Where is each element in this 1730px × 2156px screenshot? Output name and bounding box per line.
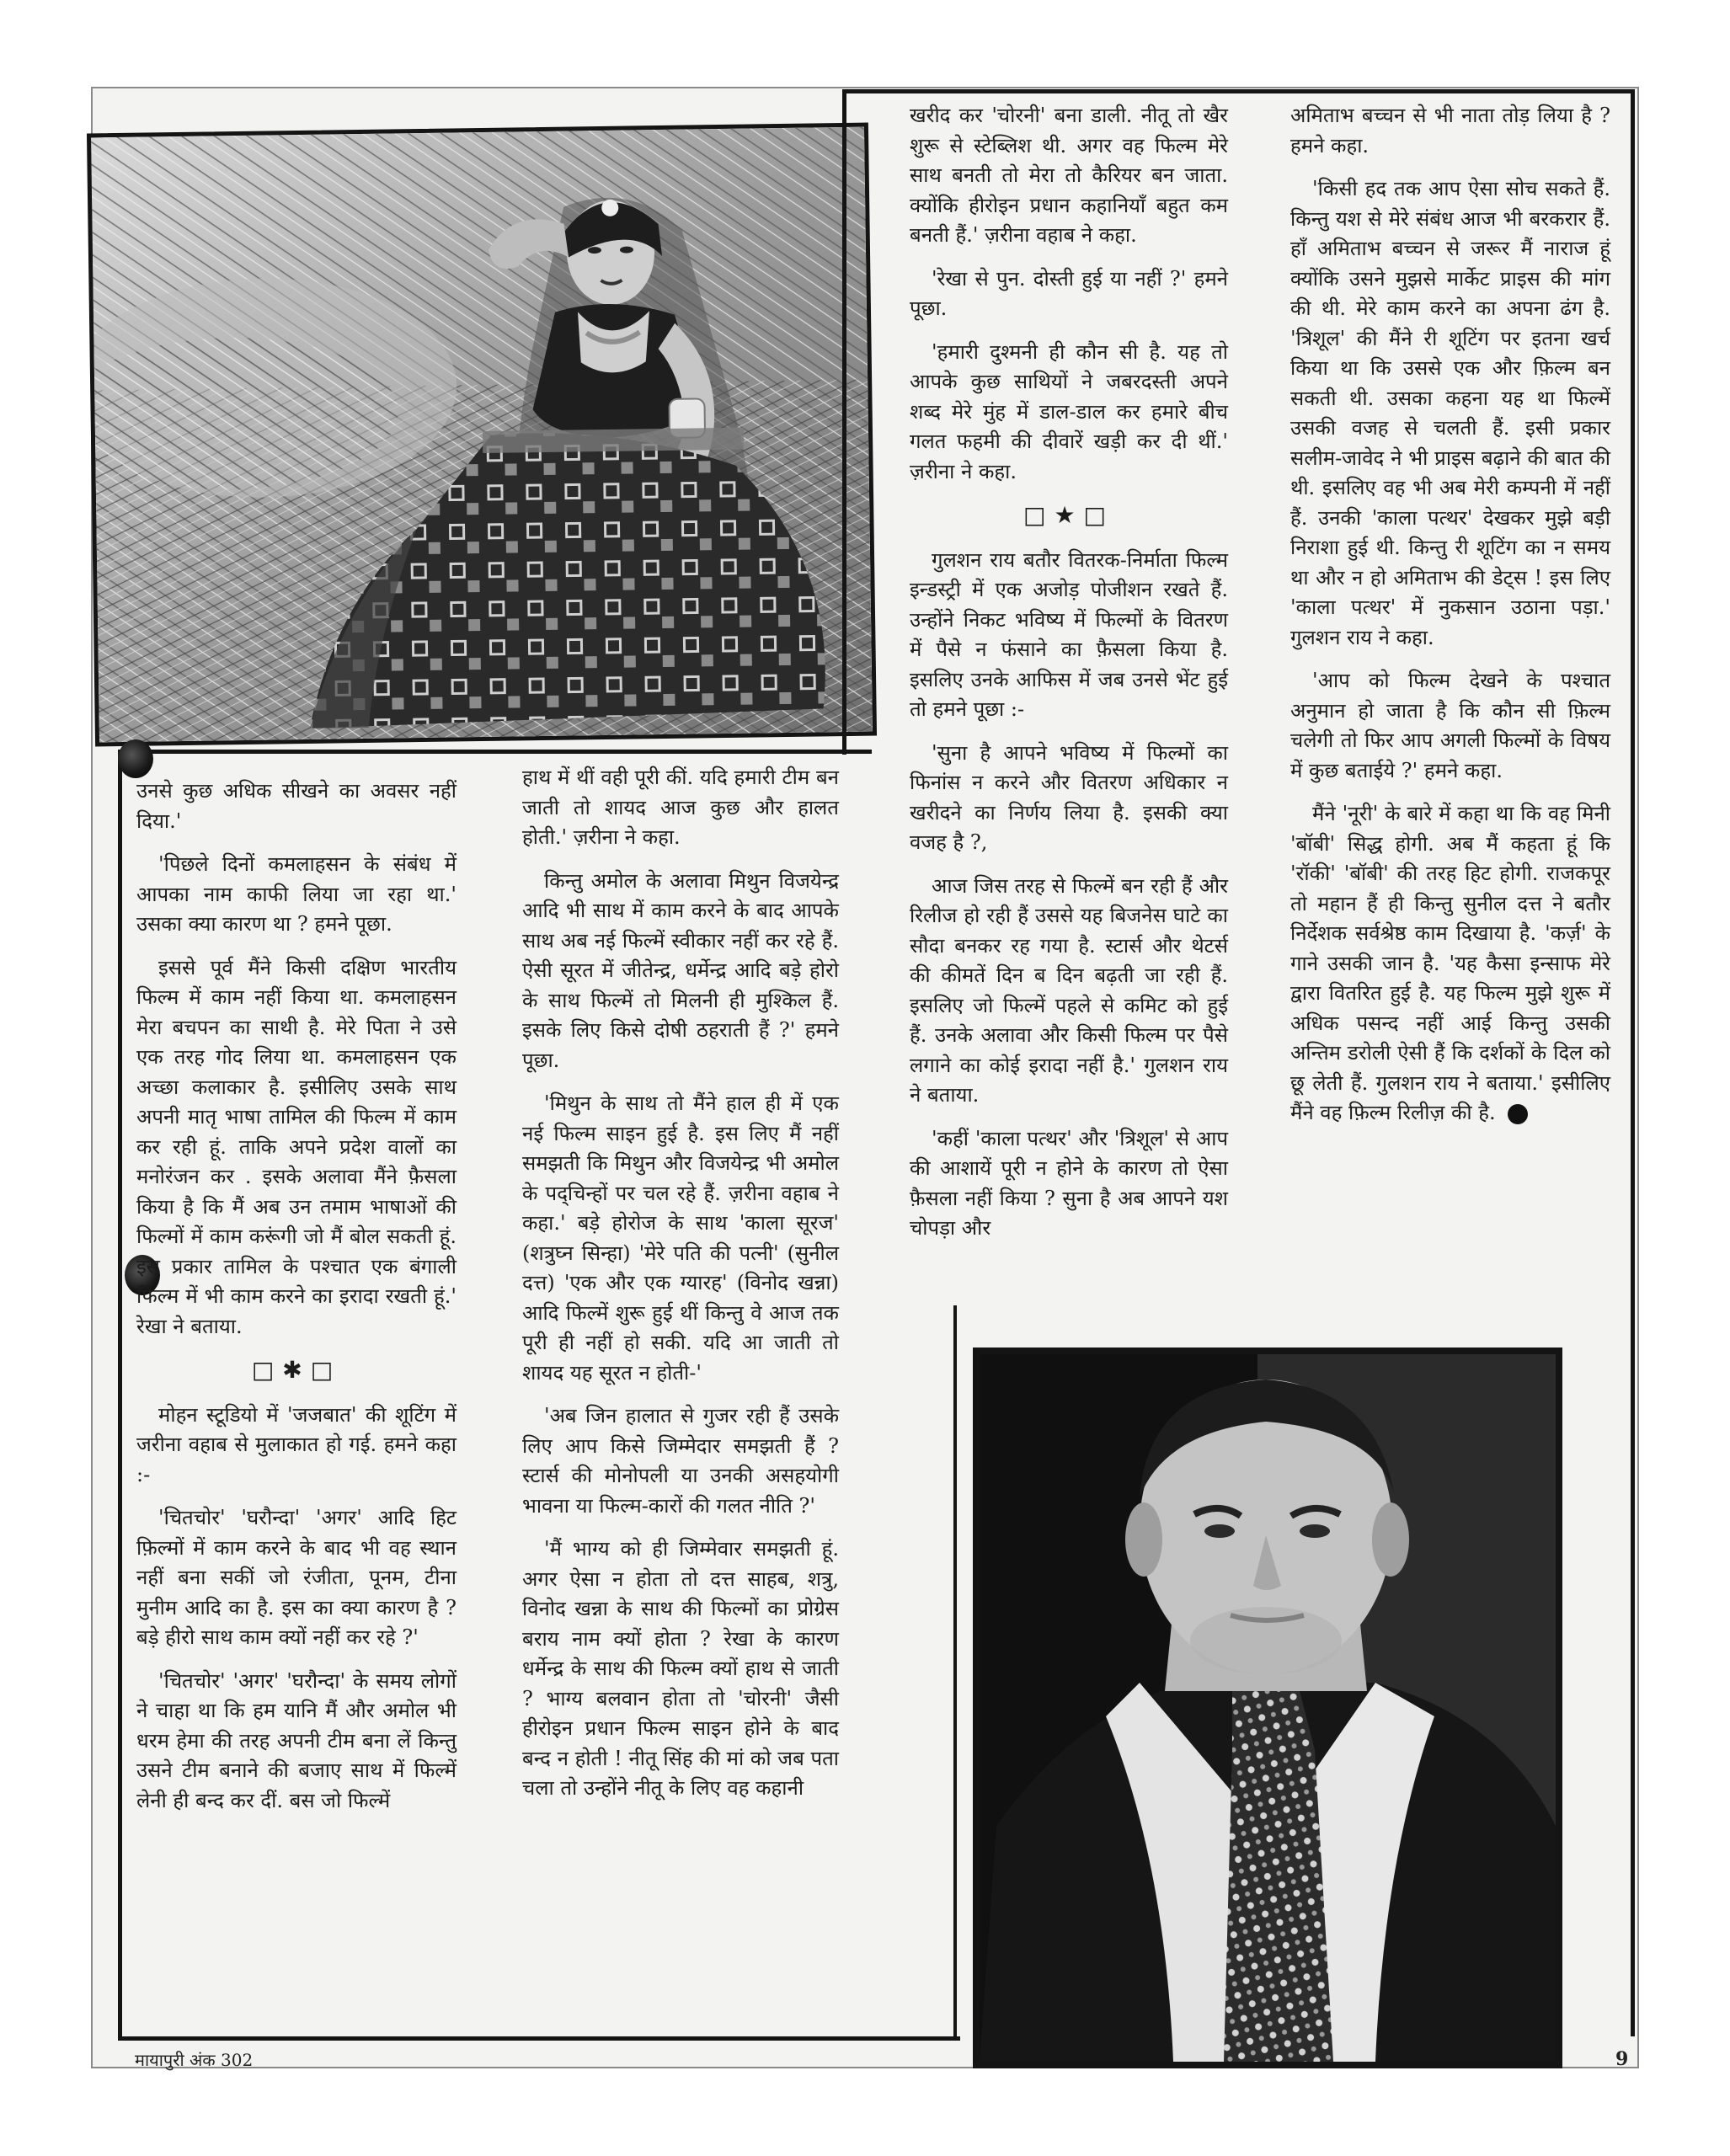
section-divider-ornament: □✱□ [251,1356,342,1384]
lower-left-top-rule [118,750,872,754]
col3-paragraph: 'रेखा से पुन. दोस्ती हुई या नहीं ?' हमने पूछा. [910,266,1228,320]
col4-paragraph: अमिताभ बच्चन से भी नाता तोड़ लिया है ? हमने कहा. [1290,104,1610,157]
col3-paragraph: खरीद कर 'चोरनी' बना डाली. नीतू तो खैर शुरू से स्टेब्लिश थी. अगर वह फिल्म मेरे साथ बनती तो मेरा तो कैरियर बन जाता. क्योंकि हीरोइन प्रधान कहानियाँ बहुत कम बनती हैं.' ज़रीना वहाब ने कहा. [910,104,1228,247]
col3-paragraph: 'कहीं 'काला पत्थर' और 'त्रिशूल' से आप की आशायें पूरी न होने के कारण तो ऐसा फ़ैसला नहीं किया ? सुना है अब आपने यश चोपड़ा और [910,1126,1228,1240]
man-photo-frame [973,1348,1562,2068]
man-photo [980,1354,1556,2062]
man-portrait-illustration [980,1354,1556,2062]
col2-paragraph: 'मिथुन के साथ तो मैंने हाल ही में एक नई फिल्म साइन हुई है. इस लिए मैं नहीं समझती कि मिथुन और विजयेन्द्र भी अमोल के पद्‌चिन्हों पर चल रहे हैं. ज़रीना वहाब ने कहा.' बड़े होरोज के साथ 'काला सूरज' (शत्रुघ्न सिन्हा) 'मेरे पति की पत्नी' (सुनील दत्त) 'एक और एक ग्यारह' (विनोद खन्ना) आदि फिल्में शुरू हुई थीं किन्तु वे आज तक पूरी ही नहीं हो सकी. यदि आ जाती तो शायद यह सूरत न होती-' [522,1091,839,1385]
lower-left-bottom-rule [118,2036,960,2041]
col1-paragraph: 'चितचोर' 'घरौन्दा' 'अगर' आदि हिट फ़िल्मों में काम करने के बाद भी वह स्थान नहीं बना सकीं जो रंजीता, पूनम, टीना मुनीम आदि का है. इस का क्या कारण है ? बड़े हीरो साथ काम क्यों नहीं कर रहे ?' [136,1506,457,1649]
column-2 [522,763,839,1817]
col1-paragraph: इससे पूर्व मैंने किसी दक्षिण भारतीय फिल्म में काम नहीं किया था. कमलाहसन मेरा बचपन का साथी है. मेरे पिता ने उसे एक तरह गोद लिया था. कमलाहसन एक अच्छा कलाकार है. इसीलिए उसके साथ अपनी मातृ भाषा तामिल की फिल्म में काम कर रही हूं. ताकि अपने प्रदेश वालों का मनोरंजन कर . इसके अलावा मैंने फ़ैसला किया है कि मैं अब उन तमाम भाषाओं की फिल्मों में काम करूंगी जो मैं बोल सकती हूं. इस प्रकार तामिल के पश्चात एक बंगाली फिल्म में भी काम करने का इरादा रखती हूं.' रेखा ने बताया. [136,955,457,1338]
col4-paragraph: 'आप को फिल्म देखने के पश्चात अनुमान हो जाता है कि कौन सी फ़िल्म चलेगी तो फिर आप अगली फिल्मों के विषय में कुछ बताईये ?' हमने कहा. [1290,669,1610,782]
page-number: 9 [1615,2048,1629,2070]
col1-paragraph: 'चितचोर' 'अगर' 'घरौन्दा' के समय लोगों ने चाहा था कि हम यानि मैं और अमोल भी धरम हेमा की तरह अपनी टीम बना लें किन्तु उसने टीम बनाने की बजाए साथ में फिल्में लेनी ही बन्द कर दीं. बस जो फिल्में [136,1668,457,1812]
col1-paragraph: 'पिछले दिनों कमलाहसन के संबंध में आपका नाम काफी लिया जा रहा था.' उसका क्या कारण था ? हमने पूछा. [136,852,457,936]
col1-left-rule [118,751,122,2040]
col3-paragraph: गुलशन राय बतौर वितरक-निर्माता फिल्म इन्डस्ट्री में एक अजोड़ पोजीशन रखते हैं. उन्होंने निकट भविष्य में फिल्मों के वितरण में पैसे न फंसाने का फ़ैसला किया है. इसलिए उनके आफिस में जब उनसे भेंट हुई तो हमने पूछा :- [910,547,1228,721]
punch-hole [118,739,153,778]
col4-last-paragraph-text: मैंने 'नूरी' के बारे में कहा था कि वह मिनी 'बॉबी' सिद्ध होगी. अब मैं कहता हूं कि 'रॉकी' 'बॉबी' की तरह हिट होगी. राजकपूर तो महान हैं ही किन्तु सुनील दत्त ने बतौर निर्देशक सर्वश्रेष्ठ काम दिखाया है. 'कर्ज़' के गाने उसकी जान है. 'यह कैसा इन्साफ मेरे द्वारा वितरित हुई है. यह फिल्म मुझे शुरू में अधिक पसन्द नहीं आई किन्तु उसकी अन्तिम डरोली ऐसी हैं कि दर्शकों के दिल को छू लेती हैं. गुलशन राय ने बताया.' इसीलिए मैंने वह फ़िल्म रिलीज़ की है. [1290,802,1610,1124]
actress-photo-frame [87,123,877,747]
column-1 [136,776,457,1829]
column-3 [910,101,1228,1257]
col-divider-rule [953,1305,957,2040]
actress-photo [91,127,873,743]
hay-and-woman-illustration [91,127,873,743]
col2-paragraph: 'अब जिन हालात से गुजर रही हैं उसके लिए आप किसे जिम्मेदार समझती हैं ? स्टार्स की मोनोपली या उनकी असहयोगी भावना या फिल्म-कारों की गलत नीति ?' [522,1404,839,1518]
col2-paragraph: किन्तु अमोल के अलावा मिथुन विजयेन्द्र आदि भी साथ में काम करने के बाद आपके साथ अब नई फिल्में स्वीकार नहीं कर रहे हैं. ऐसी सूरत में जीतेन्द्र, धर्मेन्द्र आदि बड़े होरो के साथ फिल्में तो मिलनी ही मुश्किल हैं. इसके लिए किसे दोषी ठहराती हैं ?' हमने पूछा. [522,868,839,1072]
col2-paragraph: हाथ में थीं वही पूरी कीं. यदि हमारी टीम बन जाती तो शायद आज कुछ और हालत होती.' ज़रीना ने कहा. [522,766,839,849]
col1-paragraph: उनसे कुछ अधिक सीखने का अवसर नहीं दिया.' [136,779,457,833]
top-right-left-rule [842,89,846,755]
magazine-issue-footer: मायापुरी अंक 302 [135,2050,254,2070]
col3-paragraph: 'सुना है आपने भविष्य में फिल्मों का फिनांस न करने और वितरण अधिकार न खरीदने का निर्णय लिया है. इसकी क्या वजह है ?, [910,740,1228,854]
col3-paragraph: 'हमारी दुश्मनी ही कौन सी है. यह तो आपके कुछ साथियों ने जबरदस्ती अपने शब्द मेरे मुंह में डाल-डाल कर हमारे बीच गलत फहमी की दीवारें खड़ी कर दी थीं.' ज़रीना ने कहा. [910,339,1228,483]
col1-paragraph: मोहन स्टूडियो में 'जजबात' की शूटिंग में जरीना वहाब से मुलाकात हो गई. हमने कहा :- [136,1402,457,1486]
col4-paragraph [1290,799,1610,1129]
column-4 [1290,101,1610,1142]
col4-paragraph: 'किसी हद तक आप ऐसा सोच सकते हैं. किन्तु यश से मेरे संबंध आज भी बरकरार हैं. हाँ अमिताभ बच्चन से जरूर मैं नाराज हूं क्योंकि उसने मुझसे मार्केट प्राइस की मांग की थी. मेरे काम करने का अपना ढंग है. 'त्रिशूल' की मैंने री शूटिंग पर इतना खर्च किया था कि उससे एक और फ़िल्म बन सकती थी. उसका कहना यह था फिल्में उसकी वजह से चलती हैं. इसी प्रकार सलीम-जावेद ने भी प्राइस बढ़ाने की बात की थी. इसलिए वह भी अब मेरी कम्पनी में नहीं हैं. उनकी 'काला पत्थर' देखकर मुझे बड़ी निराशा हुई थी. किन्तु री शूटिंग का न समय था और न हो अमिताभ की डेट्स ! इस लिए 'काला पत्थर' में नुकसान उठाना पड़ा.' गुलशन राय ने कहा. [1290,177,1610,649]
article-end-mark [1508,1104,1528,1124]
right-edge-rule [1631,89,1635,2036]
top-right-top-rule [842,89,1634,93]
col3-paragraph: आज जिस तरह से फिल्में बन रही हैं और रिलीज हो रही हैं उससे यह बिजनेस घाटे का सौदा बनकर रह गया है. स्टार्स और थेटर्स की कीमतें दिन ब दिन बढ़ती जा रही हैं. इसलिए जो फिल्में पहले से कमिट को हुई हैं. उनके अलावा और किसी फिल्म पर पैसे लगाने का कोई इरादा नहीं है.' गुलशन राय ने बताया. [910,873,1228,1107]
col2-paragraph: 'मैं भाग्य को ही जिम्मेवार समझती हूं. अगर ऐसा न होता तो दत्त साहब, शत्रु, विनोद खन्ना के साथ की फिल्मों का प्रोग्रेस बराय नाम क्यों होता ? रेखा के कारण धर्मेन्द्र के साथ की फिल्म क्यों हाथ से जाती ? भाग्य बलवान होता तो 'चोरनी' जैसी हीरोइन प्रधान फिल्म साइन होने के बाद बन्द न होती ! नीतू सिंह की मां को जब पता चला तो उन्होंने नीतू के लिए वह कहानी [522,1537,839,1800]
section-divider-ornament: □★□ [1023,501,1114,529]
